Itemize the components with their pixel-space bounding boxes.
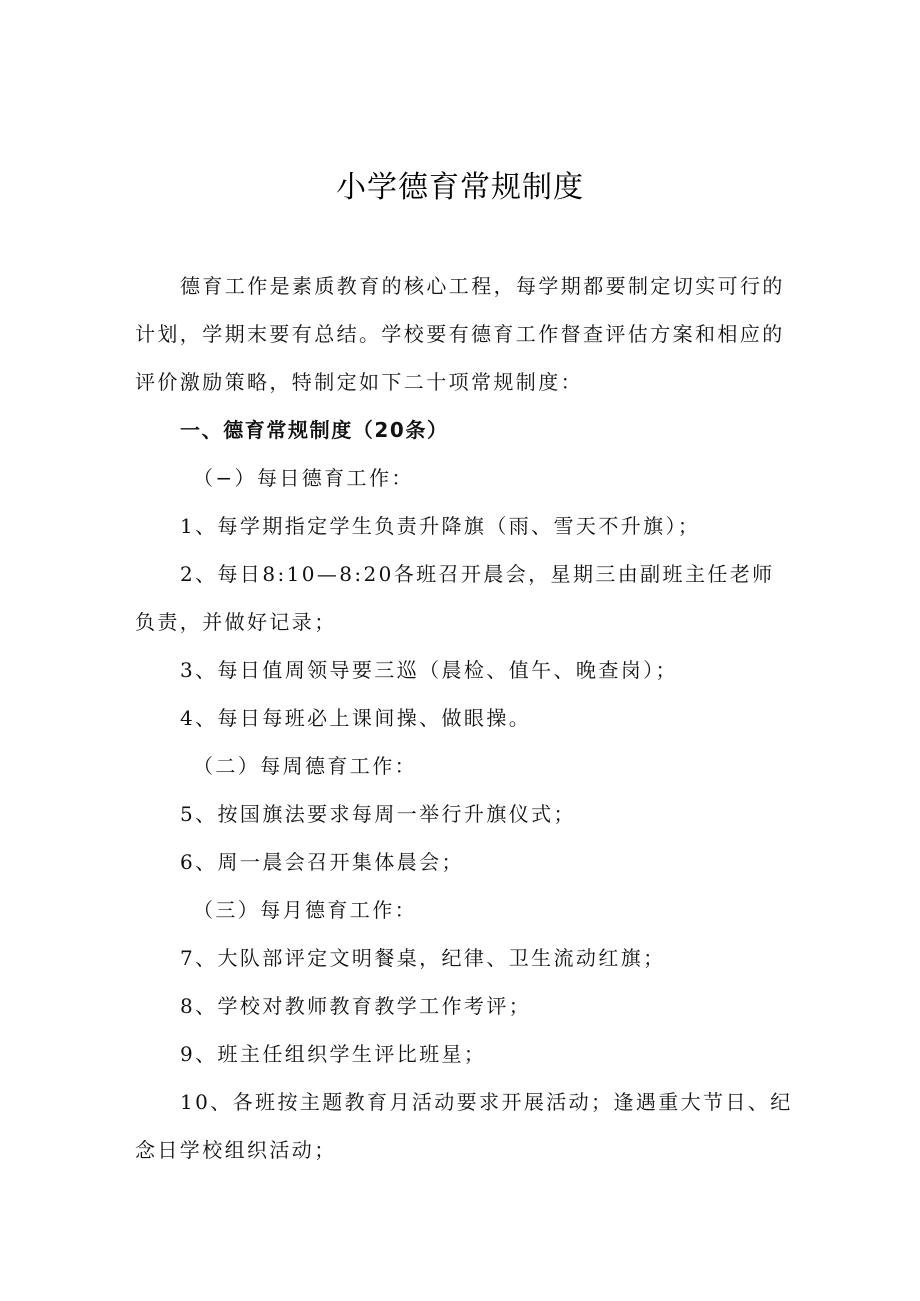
section-heading: 一、德育常规制度（20条） (180, 418, 449, 442)
rule-item: 4、每日每班必上课间操、做眼操。 (180, 706, 532, 730)
intro-paragraph: 德育工作是素质教育的核心工程，每学期都要制定切实可行的计划，学期末要有总结。学校要有德育工作督查评估方案和相应的评价激励策略，特制定如下二十项常规制度： (135, 274, 785, 394)
daily-heading: （−）每日德育工作： (193, 466, 414, 490)
monthly-heading: （三）每月德育工作： (193, 898, 417, 922)
rule-item: 3、每日值周领导要三巡（晨检、值午、晚查岗）； (180, 658, 678, 682)
weekly-heading: （二）每周德育工作： (193, 754, 417, 778)
rule-item: 2、每日8:10—8:20各班召开晨会，星期三由副班主任老师负责，并做好记录； (135, 562, 775, 634)
rule-item: 6、周一晨会召开集体晨会； (180, 850, 464, 874)
rule-item: 8、学校对教师教育教学工作考评； (180, 994, 532, 1018)
document-body (135, 262, 795, 1174)
rule-item: 7、大队部评定文明餐桌，纪律、卫生流动红旗； (180, 946, 666, 970)
document-title: 小学德育常规制度 (336, 170, 584, 205)
rule-item: 10、各班按主题教育月活动要求开展活动；逢遇重大节日、纪念日学校组织活动； (135, 1090, 793, 1162)
rule-item: 9、班主任组织学生评比班星； (180, 1042, 487, 1066)
rule-item: 1、每学期指定学生负责升降旗（雨、雪天不升旗）； (180, 514, 701, 538)
rule-item: 5、按国旗法要求每周一举行升旗仪式； (180, 802, 576, 826)
